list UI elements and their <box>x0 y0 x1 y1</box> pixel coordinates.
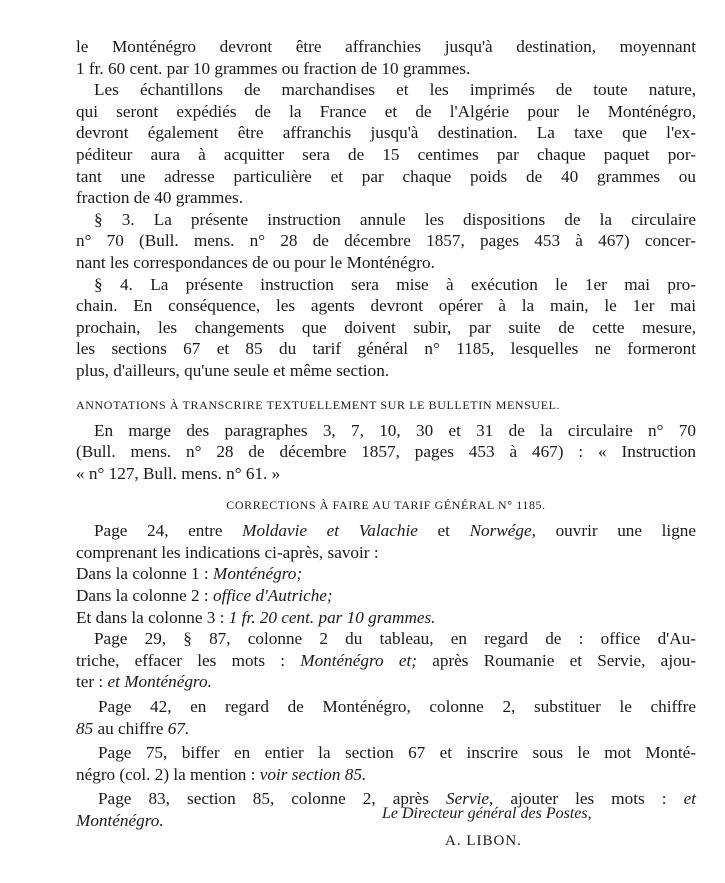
text-line: § 4. La présente instruction sera mise à exécution le 1er mai pro- <box>94 274 696 294</box>
corrections-heading: CORRECTIONS À FAIRE AU TARIF GÉNÉRAL N° 1185. <box>226 498 546 513</box>
text-line: Dans la colonne 2 : office d'Autriche; <box>76 586 333 606</box>
text-line: le Monténégro devront être affranchies jusqu'à destination, moyennant <box>76 37 696 56</box>
text-line: Dans la colonne 1 : Monténégro; <box>76 564 303 584</box>
text-line: « n° 127, Bull. mens. n° 61. » <box>76 463 281 483</box>
text-line: qui seront expédiés de la France et de l'Algérie pour le Monténégro, <box>76 101 696 121</box>
text-line: tant une adresse particulière et par chaque poids de 40 grammes ou <box>76 166 696 186</box>
text-line: Monténégro. <box>76 811 164 830</box>
correction-page-42 <box>76 696 696 739</box>
text-line: Et dans la colonne 3 : 1 fr. 20 cent. par 10 grammes. <box>76 607 436 627</box>
text-line: prochain, les changements que doivent subir, par suite de cette mesure, <box>76 317 696 337</box>
paragraph-section-3 <box>76 209 696 274</box>
text-line: fraction de 40 grammes. <box>76 188 244 208</box>
text-line: (Bull. mens. n° 28 de décembre 1857, pages 453 à 467) : « Instruction <box>76 442 696 462</box>
text-line: Les échantillons de marchandises et les imprimés de toute nature, <box>94 80 696 100</box>
text-line: triche, effacer les mots : Monténégro et; après Roumanie et Servie, ajou- <box>76 650 696 670</box>
text-line: devront également être affranchis jusqu'à destination. La taxe que l'ex- <box>76 123 696 143</box>
correction-page-29 <box>76 628 696 693</box>
signature-title: Le Directeur général des Postes, <box>382 805 592 822</box>
text-line: les sections 67 et 85 du tarif général n° 1185, lesquelles ne formeront <box>76 339 696 359</box>
text-line: chain. En conséquence, les agents devront opérer à la main, le 1er mai <box>76 296 696 316</box>
document-page <box>76 36 696 832</box>
correction-page-24 <box>76 520 696 628</box>
text-line: ter : et Monténégro. <box>76 672 212 692</box>
text-line: En marge des paragraphes 3, 7, 10, 30 et 31 de la circulaire n° 70 <box>94 420 696 440</box>
annotations-heading: ANNOTATIONS À TRANSCRIRE TEXTUELLEMENT SUR LE BULLETIN MENSUEL. <box>76 397 561 412</box>
correction-page-75 <box>76 742 696 785</box>
text-line: Page 83, section 85, colonne 2, après Servie, ajouter les mots : et <box>98 789 697 809</box>
text-line: Page 29, § 87, colonne 2 du tableau, en regard de : office d'Au- <box>94 629 696 649</box>
paragraph-2 <box>76 79 696 209</box>
text-line: § 3. La présente instruction annule les dispositions de la circulaire <box>94 209 696 229</box>
text-line: 85 au chiffre 67. <box>76 718 190 738</box>
text-line: négro (col. 2) la mention : voir section 85. <box>76 764 367 784</box>
paragraph-1 <box>76 36 696 79</box>
text-line: Page 24, entre Moldavie et Valachie et Norwége, ouvrir une ligne <box>94 521 697 541</box>
text-line: plus, d'ailleurs, qu'une seule et même section. <box>76 360 390 380</box>
text-line: nant les correspondances de ou pour le Monténégro. <box>76 252 435 272</box>
text-line: n° 70 (Bull. mens. n° 28 de décembre 1857, pages 453 à 467) concer- <box>76 231 696 251</box>
signature-name: A. LIBON. <box>445 833 522 849</box>
text-line: Page 75, biffer en entier la section 67 et inscrire sous le mot Monté- <box>98 743 696 763</box>
text-line: 1 fr. 60 cent. par 10 grammes ou fraction de 10 grammes. <box>76 58 471 78</box>
text-line: Page 42, en regard de Monténégro, colonne 2, substituer le chiffre <box>98 697 696 717</box>
annotations-paragraph <box>76 420 696 485</box>
paragraph-section-4 <box>76 274 696 382</box>
text-line: péditeur aura à acquitter sera de 15 centimes par chaque paquet por- <box>76 144 696 164</box>
text-line: comprenant les indications ci-après, savoir : <box>76 542 379 562</box>
